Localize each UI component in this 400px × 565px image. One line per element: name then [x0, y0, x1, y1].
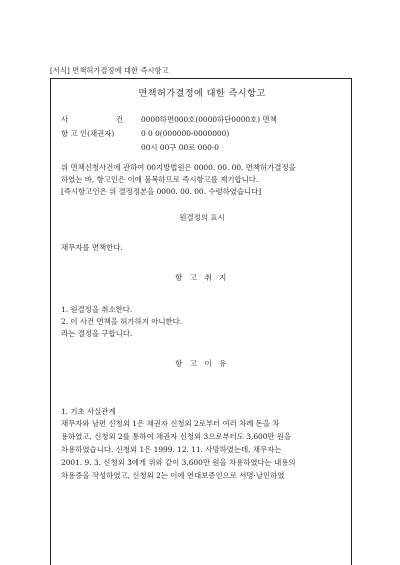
appeal-reason-heading: 항 고 이 유	[175, 359, 229, 368]
purpose-line-2: 2. 이 사건 면책을 허가하지 아니한다.	[61, 317, 183, 326]
facts-line-2: 용하였고, 신청외 2를 통하여 채권자 신청외 3으로부터도 3,600만 원을	[61, 432, 292, 441]
appeal-purpose-heading: 항 고 취 지	[175, 273, 229, 282]
case-key-label: 사 건	[61, 115, 123, 124]
case-key	[61, 115, 123, 125]
appellant-value: 0 0 0(000000-0000000)	[141, 129, 230, 138]
document-frame	[50, 78, 352, 565]
intro-line-2: 하였는 바, 항고인은 이에 불복하므로 즉시항고를 제기합니다.	[61, 175, 259, 184]
facts-heading: 1. 기초 사실관계	[61, 407, 116, 416]
purpose-line-3: 라는 결정을 구합니다.	[61, 329, 133, 338]
original-decision-heading: 원결정의 표시	[179, 213, 225, 222]
facts-line-4: 2001. 9. 3. 신청외 3에게 위와 같이 3,600만 원을 차용하였다는 내용의	[61, 458, 296, 467]
intro-line-1: 위 면책신청사건에 관하여 00지방법원은 0000. 00. 00. 면책허가결정을	[61, 163, 296, 172]
facts-line-3: 차용하였습니다. 신청외 1은 1999. 12. 11. 사망하였는데, 채무자는	[61, 445, 282, 454]
original-decision-body: 채무자를 면책한다.	[61, 243, 123, 252]
appellant-key: 항 고 인(채권자)	[61, 129, 115, 138]
form-label: [서식] 면책허가결정에 대한 즉시항고	[50, 66, 169, 75]
intro-line-3: [즉시항고인은 위 결정정본을 0000. 00. 00. 수령하였습니다]	[61, 187, 262, 196]
facts-line-5: 차용증을 작성하였고, 신청외 2는 이에 연대보증인으로 서명·날인하였	[61, 471, 285, 480]
document-title: 면책허가결정에 대한 즉시항고	[138, 88, 266, 99]
case-value: 0000하면000호(0000하단0000호) 면책	[141, 115, 277, 124]
facts-line-1: 채무자와 남편 신청외 1은 채권자 신청외 2로부터 여러 차례 돈을 차	[61, 419, 280, 428]
purpose-line-1: 1. 원결정을 취소한다.	[61, 305, 133, 314]
appellant-address: 00시 00구 00로 000-0	[141, 143, 219, 152]
